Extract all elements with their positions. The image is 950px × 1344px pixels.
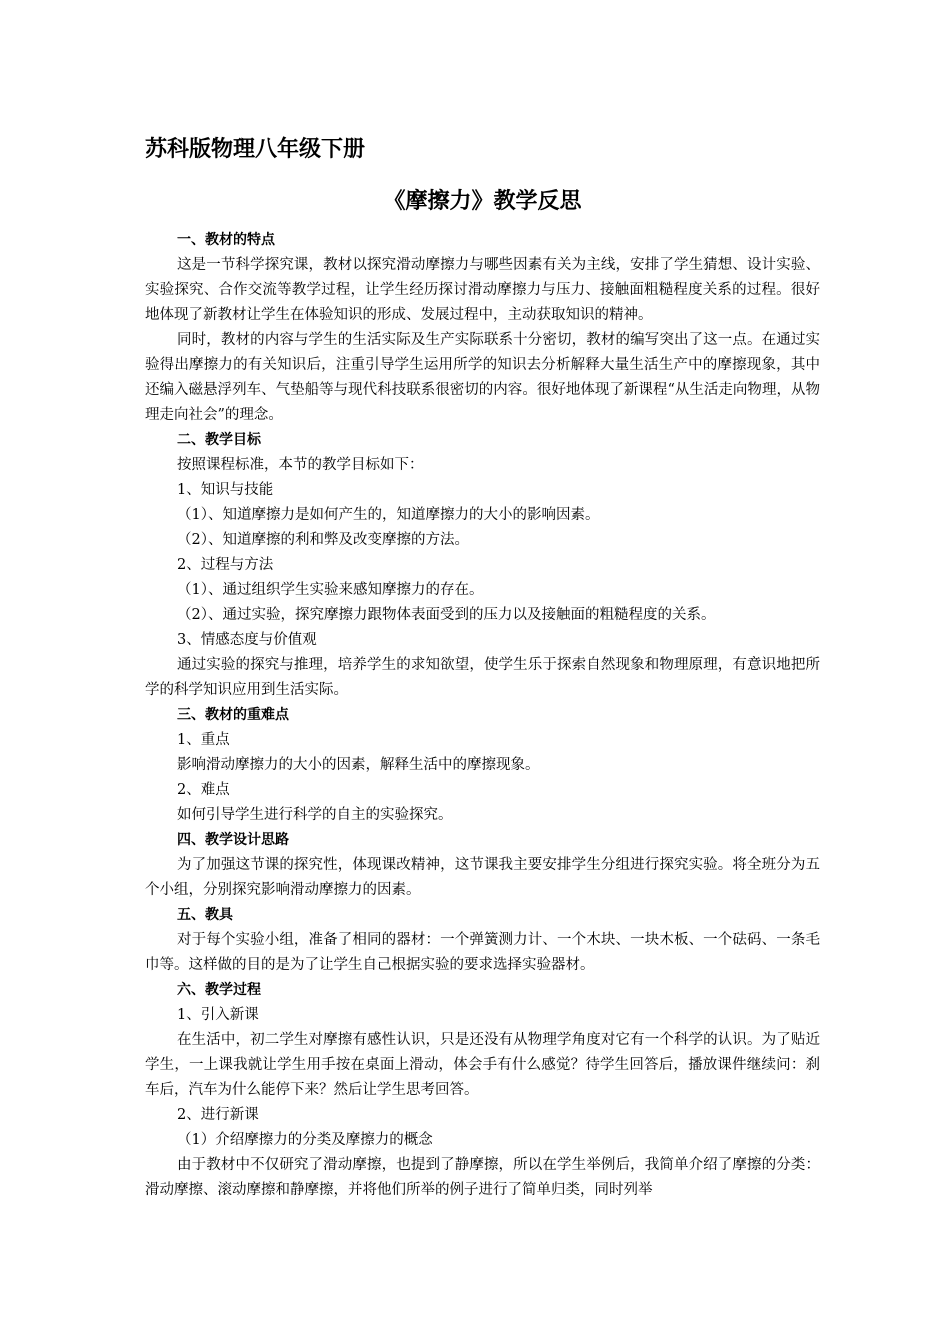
text-line: 1、引入新课 [177, 1007, 259, 1023]
list-item: （1）、知道摩擦力是如何产生的，知道摩擦力的大小的影响因素。 [177, 507, 600, 523]
section-heading: 二、教学目标 [177, 432, 261, 448]
list-item: （1）介绍摩擦力的分类及摩擦力的概念 [177, 1132, 433, 1148]
list-item: （1）、通过组织学生实验来感知摩擦力的存在。 [177, 582, 484, 598]
paragraph: 由于教材中不仅研究了滑动摩擦，也提到了静摩擦，所以在学生举例后，我简单介绍了摩擦的分类：滑动摩擦、滚动摩擦和静摩擦，并将他们所举的例子进行了简单归类，同时列举 [145, 1157, 820, 1198]
document-title: 苏科版物理八年级下册 [145, 137, 366, 162]
paragraph: 同时，教材的内容与学生的生活实际及生产实际联系十分密切，教材的编写突出了这一点。在通过实验得出摩擦力的有关知识后，注重引导学生运用所学的知识去分析解释大量生活生产中的摩擦现象，其中还编入磁悬浮列车、气垫船等与现代科技联系很密切的内容。很好地体现了新课程“从生活走向物理，从物理走向社会”的理念。 [145, 332, 820, 423]
text-line: 影响滑动摩擦力的大小的因素，解释生活中的摩擦现象。 [177, 757, 540, 773]
paragraph: 为了加强这节课的探究性，体现课改精神，这节课我主要安排学生分组进行探究实验。将全班分为五个小组，分别探究影响滑动摩擦力的因素。 [145, 857, 820, 898]
text-line: 3、情感态度与价值观 [177, 632, 317, 648]
section-heading: 三、教材的重难点 [177, 707, 289, 723]
list-item: （2）、知道摩擦的利和弊及改变摩擦的方法。 [177, 532, 469, 548]
document-subtitle: 《摩擦力》教学反思 [383, 189, 582, 214]
document-page [145, 130, 820, 1203]
paragraph: 通过实验的探究与推理，培养学生的求知欲望，使学生乐于探索自然现象和物理原理，有意识地把所学的科学知识应用到生活实际。 [145, 657, 820, 698]
text-line: 1、知识与技能 [177, 482, 274, 498]
section-heading: 一、教材的特点 [177, 232, 275, 248]
text-line: 按照课程标准，本节的教学目标如下： [177, 457, 424, 473]
list-item: （2）、通过实验，探究摩擦力跟物体表面受到的压力以及接触面的粗糙程度的关系。 [177, 607, 716, 623]
text-line: 如何引导学生进行科学的自主的实验探究。 [177, 807, 453, 823]
text-line: 2、进行新课 [177, 1107, 259, 1123]
paragraph: 在生活中，初二学生对摩擦有感性认识，只是还没有从物理学角度对它有一个科学的认识。为了贴近学生，一上课我就让学生用手按在桌面上滑动，体会手有什么感觉？待学生回答后，播放课件继续问：刹车后，汽车为什么能停下来？然后让学生思考回答。 [145, 1032, 820, 1098]
text-line: 2、过程与方法 [177, 557, 274, 573]
paragraph: 这是一节科学探究课，教材以探究滑动摩擦力与哪些因素有关为主线，安排了学生猜想、设计实验、实验探究、合作交流等教学过程，让学生经历探讨滑动摩擦力与压力、接触面粗糙程度关系的过程。很好地体现了新教材让学生在体验知识的形成、发展过程中，主动获取知识的精神。 [145, 257, 820, 323]
text-line: 2、难点 [177, 782, 230, 798]
document-body [145, 228, 820, 1203]
text-line: 1、重点 [177, 732, 230, 748]
section-heading: 六、教学过程 [177, 982, 261, 998]
paragraph: 对于每个实验小组，准备了相同的器材：一个弹簧测力计、一个木块、一块木板、一个砝码、一条毛巾等。这样做的目的是为了让学生自己根据实验的要求选择实验器材。 [145, 932, 820, 973]
section-heading: 四、教学设计思路 [177, 832, 289, 848]
section-heading: 五、教具 [177, 907, 233, 923]
